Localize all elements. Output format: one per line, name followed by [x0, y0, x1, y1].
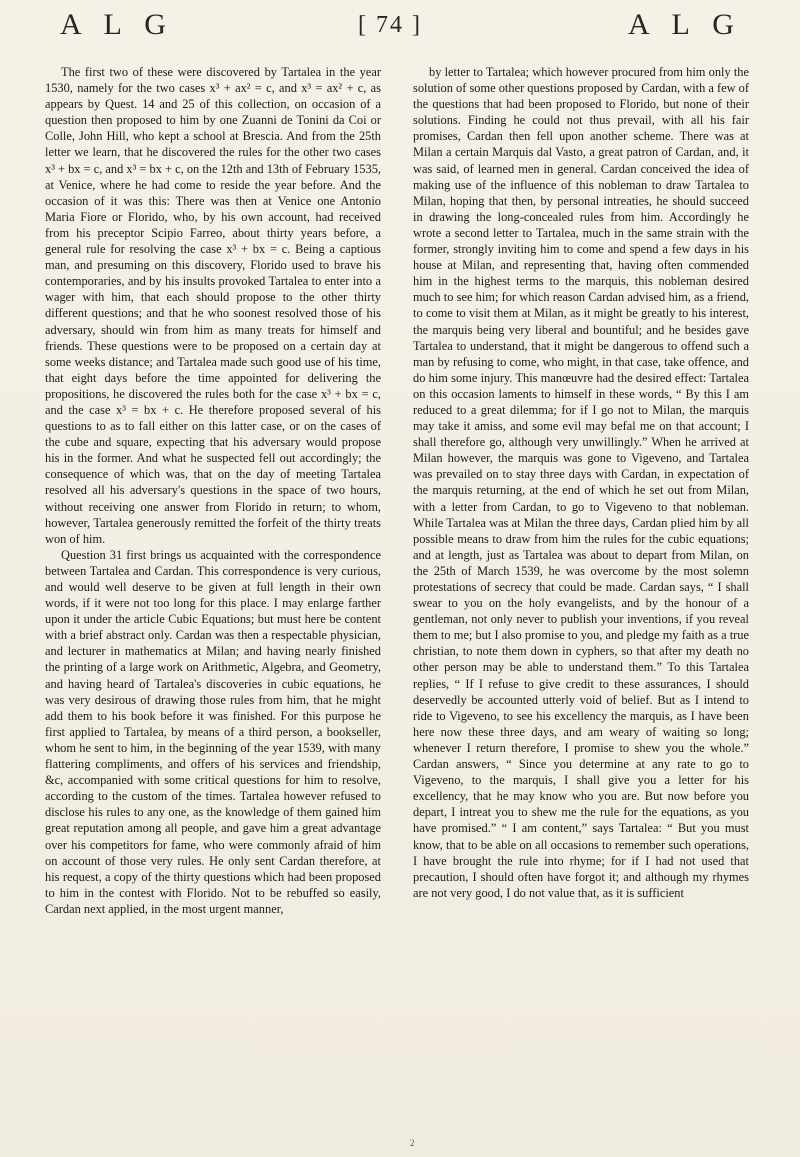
right-column — [413, 64, 749, 1136]
left-column — [45, 64, 381, 1136]
signature-mark: 2 — [410, 1138, 415, 1148]
left-paragraph-2: Question 31 first brings us acquainted with the correspondence between Tartalea and Cardan. This correspondence is very curious, and would well deserve to be given at full length in their own words, if it were not too long for this place. I may enlarge farther upon it under the article Cubic Equations; but must here be content with a brief abstract only. Cardan was then a respectable physician, and lecturer in mathematics at Milan; and having nearly finished the printing of a large work on Arithmetic, Algebra, and Geometry, and having heard of Tartalea's discoveries in cubic equations, he was very desirous of drawing those rules from him, that he might add them to his book before it was finished. For this purpose he first applied to Tartalea, by means of a third person, a bookseller, whom he sent to him, in the beginning of the year 1539, with many flattering compliments, and offers of his services and friendship, &c, accompanied with some critical questions for him to resolve, according to the custom of the times. Tartalea however refused to disclose his rules to any one, as the knowledge of them gained him great reputation among all people, and gave him a great advantage over his competitors for fame, who were commonly afraid of him on account of those very rules. He only sent Cardan therefore, at his request, a copy of the thirty questions which had been proposed to him in the contest with Florido. Not to be rebuffed so easily, Cardan next applied, in the most urgent manner, — [45, 547, 381, 916]
running-header — [0, 8, 800, 48]
header-right-word: A L G — [628, 8, 742, 41]
page-number: [ 74 ] — [358, 12, 422, 38]
header-left-word: A L G — [60, 8, 174, 41]
left-paragraph-1: The first two of these were discovered by Tartalea in the year 1530, namely for the two cases x³ + ax² = c, and x³ = ax² + c, as appears by Quest. 14 and 25 of this collection, on occasion of a question then proposed to him by one Zuanni de Tonini da Coi or Colle, John Hill, who kept a school at Brescia. And from the 25th letter we learn, that he discovered the rules for the other two cases x³ + bx = c, and x³ = bx + c, on the 12th and 13th of February 1535, at Venice, where he had come to reside the year before. And the occasion of it was this: There was then at Venice one Antonio Maria Fiore or Florido, who, by his own account, had received from his preceptor Scipio Farreo, about thirty years before, a general rule for resolving the case x³ + bx = c. Being a captious man, and presuming on this discovery, Florido used to brave his contemporaries, and by his insults provoked Tartalea to enter into a wager with him, that each should propose to the other thirty different questions; and that he who soonest resolved those of his adversary, should win from him as many treats for himself and friends. These questions were to be proposed on a certain day at some weeks distance; and Tartalea made such good use of his time, that eight days before the time appointed for delivering the propositions, he discovered the rules both for the case x³ + bx = c, and the case x³ = bx + c. He therefore proposed several of his questions to as to fall either on this latter case, or on the cases of the cube and square, expecting that his adversary would propose his in the former. And what he suspected fell out accordingly; the consequence of which was, that on the day of meeting Tartalea resolved all his adversary's questions in the space of two hours, without receiving one answer from Florido in return; to whom, however, Tartalea generously remitted the forfeit of the thirty treats won of him. — [45, 65, 381, 546]
right-paragraph-1: by letter to Tartalea; which however procured from him only the solution of some other questions proposed by Cardan, with a few of the questions that had been proposed to Florido, but none of their solutions. Finding he could not thus prevail, with all his fair promises, Cardan then fell upon another scheme. There was at Milan a certain Marquis dal Vasto, a great patron of Cardan, and, it was said, of learned men in general. Cardan conceived the idea of making use of the influence of this nobleman to draw Tartalea to Milan, hoping that then, by personal intreaties, he should succeed in drawing the long-concealed rules from him. Accordingly he wrote a second letter to Tartalea, much in the same strain with the former, strongly inviting him to come and spend a few days in his house at Milan, and representing that, having often commended him in the highest terms to the marquis, this nobleman desired much to see him; for which reason Cardan advised him, as a friend, to come to visit them at Milan, as it might be greatly to his interest, the marquis being very liberal and bountiful; and he besides gave Tartalea to understand, that it might be dangerous to offend such a man by refusing to come, who might, in that case, take offence, and do him some injury. This manœuvre had the desired effect: Tartalea on this occasion laments to himself in these words, “ By this I am reduced to a great dilemma; for if I go not to Milan, the marquis may take it amiss, and some evil may befal me on that account; I shall therefore go, although very unwillingly.” When he arrived at Milan however, the marquis was gone to Vigeveno, and Tartalea was prevailed on to stay three days with Cardan, in expectation of the marquis returning, at the end of which he set out from Milan, with a letter from Cardan, to go to Vigeveno to that nobleman. While Tartalea was at Milan the three days, Cardan plied him by all possible means to draw from him the rules for the cubic equations; and at length, just as Tartalea was about to depart from Milan, on the 25th of March 1539, he was overcome by the most solemn protestations of secrecy that could be made. Cardan says, “ I shall swear to you on the holy evangelists, and by the honour of a gentleman, not only never to publish your inventions, if you reveal them to me; but I also promise to you, and pledge my faith as a true christian, to note them down in cyphers, so that after my death no other person may be able to understand them.” To this Tartalea replies, “ If I refuse to give credit to these assurances, I should deservedly be accounted utterly void of belief. But as I intend to ride to Vigeveno, to see his excellency the marquis, as I have been here now these three days, and am weary of waiting so long; whenever I return therefore, I promise to shew you the whole.” Cardan answers, “ Since you determine at any rate to go to Vigeveno, to the marquis, I shall give you a letter for his excellency, that he may know who you are. But now before you depart, I intreat you to shew me the rule for the equations, as you have promised.” “ I am content,” says Tartalea: “ But you must know, that to be able on all occasions to remember such operations, I have brought the rule into rhyme; for if I had not used that precaution, I should often have forgot it; and although my rhymes are not very good, I do not value that, as it is sufficient — [413, 65, 749, 900]
